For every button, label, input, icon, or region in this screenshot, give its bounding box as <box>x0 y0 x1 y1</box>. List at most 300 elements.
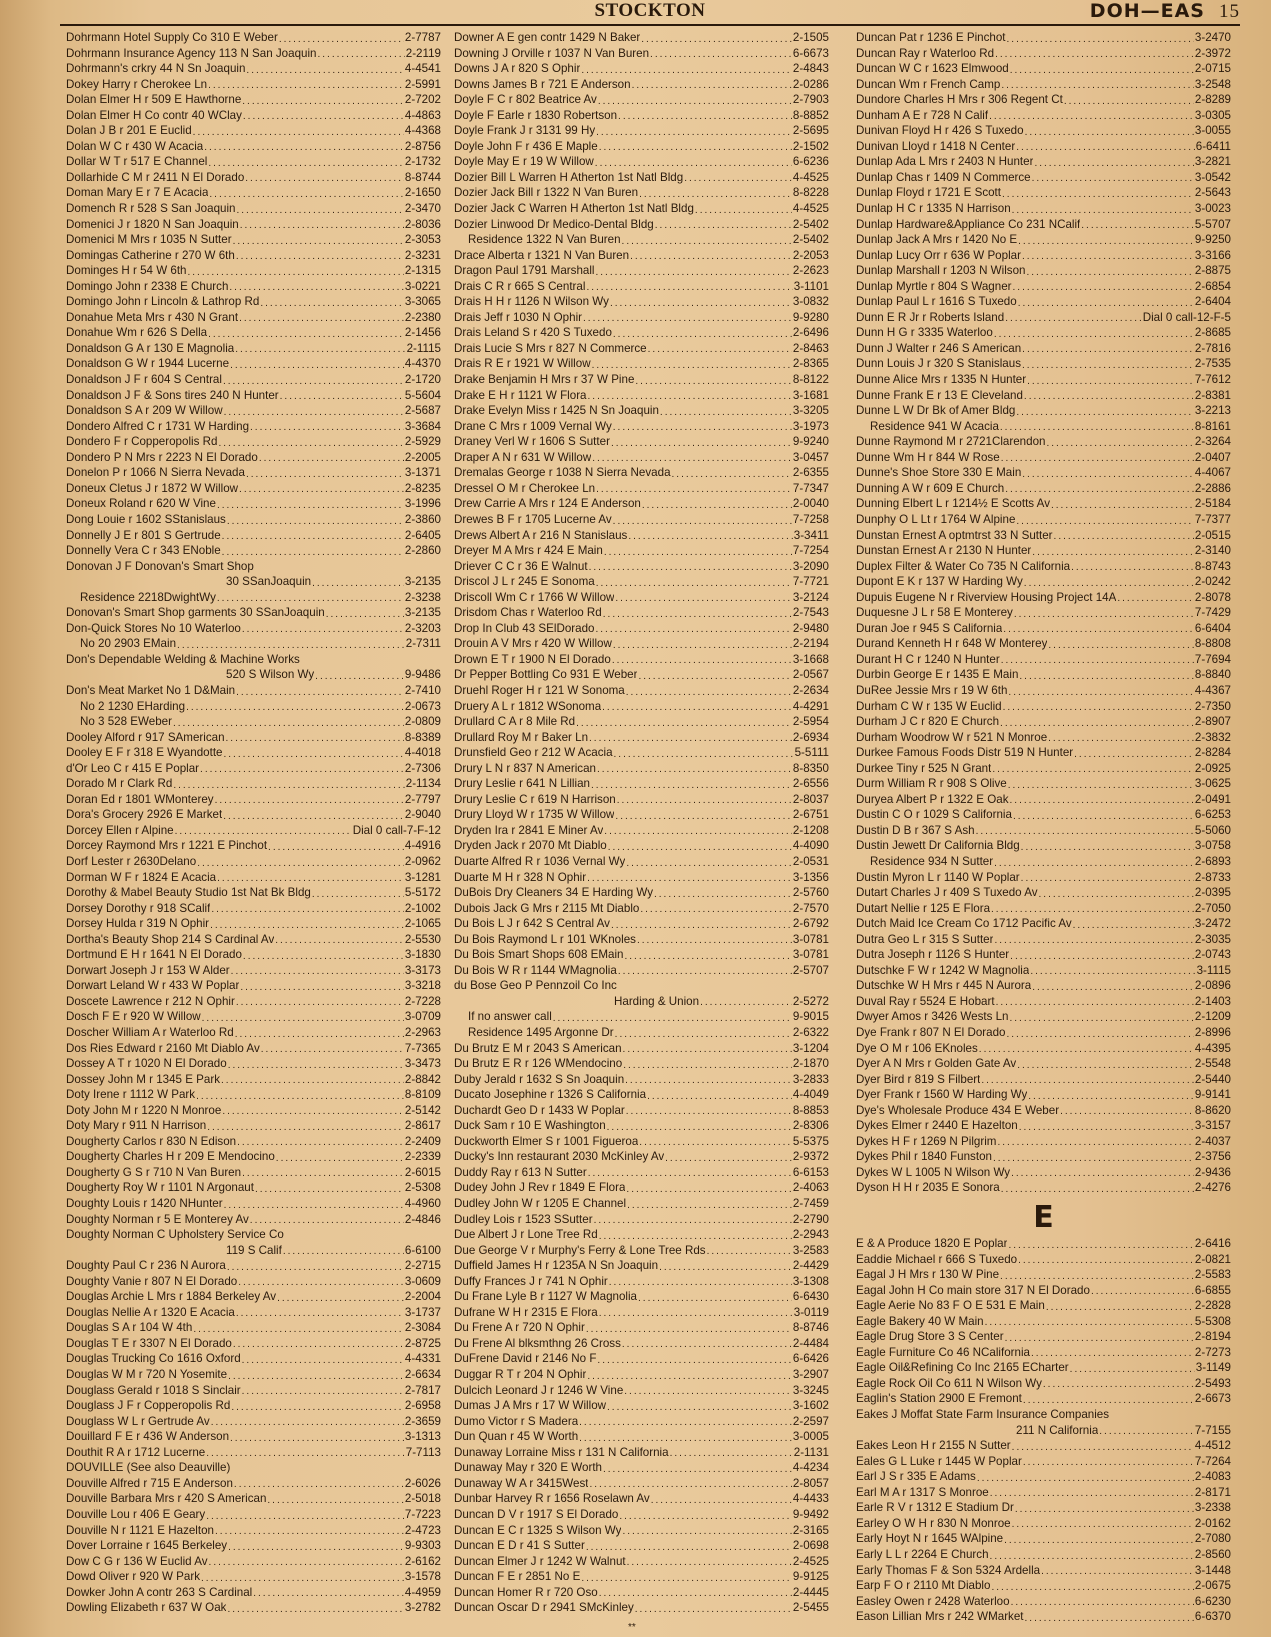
listing-name: Dozier Bill L Warren H Atherton 1st Natl Bldg <box>454 170 684 184</box>
listing-phone: 3-0457 <box>792 450 829 464</box>
listing-phone: 4-4525 <box>792 202 829 216</box>
leader-dots <box>659 1258 792 1274</box>
leader-dots <box>217 590 404 606</box>
listing-phone: 2-8907 <box>1194 715 1231 729</box>
listing-phone: 7-7721 <box>792 575 829 589</box>
leader-dots <box>647 1087 792 1103</box>
listing-entry <box>856 1087 1231 1103</box>
leader-dots <box>193 123 404 139</box>
listing-name: Drisdom Chas r Waterloo Rd <box>454 606 602 620</box>
listing-phone: 2-6556 <box>792 777 829 791</box>
listing-phone: 2-8284 <box>1194 746 1231 760</box>
listing-name: Douillard F E r 436 W Anderson <box>66 1430 230 1444</box>
listing-entry <box>856 1314 1231 1330</box>
listing-phone: 2-0925 <box>1194 761 1231 775</box>
listing-name: Doneux Roland r 620 W Vine <box>66 497 216 511</box>
leader-dots <box>619 1507 792 1523</box>
listing-entry <box>66 994 441 1010</box>
leader-dots <box>243 108 404 124</box>
listing-name: Dunne Alice Mrs r 1335 N Hunter <box>856 373 1027 387</box>
listing-entry <box>856 854 1231 870</box>
listing-phone: 2-8289 <box>1194 93 1231 107</box>
listing-name: Duncan Ray r Waterloo Rd <box>856 46 995 60</box>
listing-phone: 2-6404 <box>1194 295 1231 309</box>
listing-entry <box>856 1516 1231 1532</box>
listing-name: Dorcey Ellen r Alpine <box>66 823 174 837</box>
listing-phone: 5-5060 <box>1194 823 1231 837</box>
listing-entry <box>454 232 829 248</box>
listing-entry <box>66 154 441 170</box>
listing-name: Dorsey Dorothy r 918 SCalif <box>66 901 211 915</box>
listing-phone: 3-1356 <box>792 870 829 884</box>
leader-dots <box>596 123 792 139</box>
listing-entry <box>66 450 441 466</box>
listing-phone: 2-1002 <box>404 901 441 915</box>
listing-phone: 2-3756 <box>1194 1150 1231 1164</box>
listing-entry <box>66 294 441 310</box>
listing-name: Dortmund E H r 1641 N El Dorado <box>66 948 242 962</box>
listing-phone: 2-7080 <box>1194 1532 1231 1546</box>
listing-entry <box>66 1367 441 1383</box>
listing-name: Dustin Myron L r 1140 W Poplar <box>856 870 1020 884</box>
leader-dots <box>1015 1500 1194 1516</box>
listing-phone: 2-3264 <box>1194 435 1231 449</box>
listing-name: Dunlap Lucy Orr r 636 W Poplar <box>856 248 1021 262</box>
leader-dots <box>173 776 404 792</box>
listing-entry <box>66 248 441 264</box>
listing-name: Dorado M r Clark Rd <box>66 777 173 791</box>
listing-entry <box>454 1227 829 1243</box>
listing-phone: 2-8036 <box>404 217 441 231</box>
leader-dots <box>275 932 404 948</box>
listing-name: Donaldson G W r 1944 Lucerne <box>66 357 230 371</box>
listing-phone: 2-3165 <box>792 1523 829 1537</box>
listing-entry <box>856 574 1231 590</box>
listing-entry <box>454 403 829 419</box>
leader-dots <box>276 1149 404 1165</box>
listing-phone: 2-7228 <box>404 994 441 1008</box>
listing-phone: 2-6355 <box>792 466 829 480</box>
listing-phone: 8-8109 <box>404 1088 441 1102</box>
listing-name: Dustin Jewett Dr California Bldg <box>856 839 1020 853</box>
leader-dots <box>177 636 405 652</box>
listing-name: Dulcich Leonard J r 1246 W Vine <box>454 1383 624 1397</box>
listing-entry <box>66 1258 441 1274</box>
listing-phone: 7-7365 <box>404 1041 441 1055</box>
listing-name: Dragon Paul 1791 Marshall <box>454 264 595 278</box>
listing-name: Dondero P N Mrs r 2223 N El Dorado <box>66 450 258 464</box>
leader-dots <box>587 870 792 886</box>
listing-entry <box>66 652 441 668</box>
listing-entry <box>66 1445 441 1461</box>
listing-name: Durham J C r 820 E Church <box>856 715 1000 729</box>
listing-entry <box>66 1041 441 1057</box>
leader-dots <box>236 994 404 1010</box>
listing-name: Dutra Joseph r 1126 S Hunter <box>856 948 1010 962</box>
listing-name: Residence 934 N Sutter <box>870 854 994 868</box>
listing-entry <box>856 1609 1231 1625</box>
listing-entry <box>454 356 829 372</box>
listing-phone: 3-2472 <box>1194 917 1231 931</box>
listing-entry <box>66 279 441 295</box>
listing-entry <box>856 248 1231 264</box>
leader-dots <box>622 232 792 248</box>
listing-name: Dora's Grocery 2926 E Market <box>66 808 223 822</box>
listing-name: Donaldson J F & Sons tires 240 N Hunter <box>66 388 279 402</box>
listing-entry <box>66 232 441 248</box>
listing-name: Eagle Furniture Co 46 NCalifornia <box>856 1345 1030 1359</box>
listing-phone: 3-0758 <box>1194 839 1231 853</box>
listing-phone: 2-4063 <box>792 1181 829 1195</box>
leader-dots <box>280 388 404 404</box>
leader-dots <box>587 1367 792 1383</box>
listing-entry <box>66 403 441 419</box>
listing-name: Douglass J F r Copperopolis Rd <box>66 1399 231 1413</box>
listing-name: Druery A L r 1812 WSonoma <box>454 699 602 713</box>
leader-dots <box>604 823 792 839</box>
leader-dots <box>1025 1609 1194 1625</box>
listing-phone: 4-4331 <box>404 1352 441 1366</box>
listing-name: Dutschke W H Mrs r 445 N Aurora <box>856 979 1032 993</box>
listing-name: Dudey John J Rev r 1849 E Flora <box>454 1181 626 1195</box>
leader-dots <box>638 667 791 683</box>
leader-dots <box>1007 1025 1194 1041</box>
listing-entry <box>856 154 1231 170</box>
listing-name: Drury Lloyd W r 1735 W Willow <box>454 808 615 822</box>
listing-phone: 2-7787 <box>404 31 441 44</box>
listing-name: Drais H H r 1126 N Wilson Wy <box>454 295 609 309</box>
leader-dots <box>250 419 404 435</box>
listing-name: Durbin George E r 1435 E Main <box>856 668 1019 682</box>
listing-name: Dryden Jack r 2070 Mt Diablo <box>454 839 607 853</box>
leader-dots <box>208 325 404 341</box>
listing-name: Doughty Norman r 5 E Monterey Av <box>66 1212 249 1226</box>
listing-phone: 2-4276 <box>1194 1181 1231 1195</box>
page-range-header <box>1090 0 1240 23</box>
listing-name: Dunphy O L Lt r 1764 W Alpine <box>856 512 1016 526</box>
listing-name: du Bose Geo P Pennzoil Co Inc <box>454 979 617 993</box>
listing-name: Doyle F C r 802 Beatrice Av <box>454 93 597 107</box>
leader-dots <box>1001 652 1194 668</box>
listing-phone: 2-0567 <box>792 668 829 682</box>
listing-entry <box>856 139 1231 155</box>
listing-phone: 4-4018 <box>404 746 441 760</box>
listing-phone: 2-5308 <box>404 1181 441 1195</box>
listing-entry <box>454 139 829 155</box>
listing-name: Doyle Frank J r 3131 99 Hy <box>454 124 596 138</box>
listing-name: Du Frane Lyle B r 1127 W Magnolia <box>454 1290 638 1304</box>
listing-entry <box>856 994 1231 1010</box>
listing-phone: 3-3473 <box>404 1057 441 1071</box>
listing-phone: 3-1973 <box>792 419 829 433</box>
listing-entry <box>856 1236 1231 1252</box>
leader-dots <box>233 1336 404 1352</box>
listing-phone: 3-3218 <box>404 979 441 993</box>
listing-phone: 2-7459 <box>792 1197 829 1211</box>
leader-dots <box>589 1476 791 1492</box>
listing-phone: 2-5530 <box>404 932 441 946</box>
leader-dots <box>625 1072 792 1088</box>
listing-column-3 <box>856 30 1231 1625</box>
listing-entry <box>66 776 441 792</box>
listing-phone: 2-5402 <box>792 233 829 247</box>
listing-phone: 2-6162 <box>404 1554 441 1568</box>
listing-entry <box>856 590 1231 606</box>
leader-dots <box>197 854 404 870</box>
listing-name: Doughty Vanie r 807 N El Dorado <box>66 1274 238 1288</box>
listing-phone: 3-1313 <box>404 1430 441 1444</box>
listing-entry <box>454 636 829 652</box>
listing-phone: 3-2583 <box>792 1243 829 1257</box>
listing-entry <box>856 310 1231 326</box>
listing-entry <box>454 1398 829 1414</box>
listing-entry <box>454 294 829 310</box>
leader-dots <box>635 1600 792 1616</box>
leader-dots <box>592 356 792 372</box>
leader-dots <box>1026 263 1193 279</box>
listing-phone: 2-2597 <box>792 1414 829 1428</box>
leader-dots <box>993 1149 1194 1165</box>
listing-phone: 4-4916 <box>404 839 441 853</box>
listing-entry <box>856 1469 1231 1485</box>
listing-entry <box>856 761 1231 777</box>
leader-dots <box>1010 792 1194 808</box>
leader-dots <box>209 1554 404 1570</box>
listing-name: Dunn Louis J r 320 S Stanislaus <box>856 357 1021 371</box>
listing-entry <box>66 1134 441 1150</box>
listing-phone: 2-0821 <box>1194 1252 1231 1266</box>
listing-name: Duryea Albert P r 1322 E Oak <box>856 792 1009 806</box>
listing-entry <box>66 1383 441 1399</box>
listing-entry <box>454 310 829 326</box>
listing-entry <box>66 1476 441 1492</box>
listing-name: Durm William R r 908 S Olive <box>856 777 1007 791</box>
listing-phone: 3-2135 <box>404 575 441 589</box>
leader-dots <box>639 1134 792 1150</box>
listing-entry <box>856 356 1231 372</box>
listing-name: Duby Jerald r 1632 S Sn Joaquin <box>454 1072 625 1086</box>
listing-phone: 7-7377 <box>1194 512 1231 526</box>
leader-dots <box>655 217 792 233</box>
leader-dots <box>603 1460 792 1476</box>
listing-name: Eagal John H Co main store 317 N El Dorado <box>856 1283 1090 1297</box>
listing-entry <box>66 92 441 108</box>
leader-dots <box>260 294 404 310</box>
leader-dots <box>672 465 792 481</box>
leader-dots <box>627 1196 792 1212</box>
listing-name: Donelon P r 1066 N Sierra Nevada <box>66 466 245 480</box>
listing-entry <box>856 1180 1231 1196</box>
listing-name: Driever C C r 36 E Walnut <box>454 559 588 573</box>
listing-entry <box>454 1025 829 1041</box>
leader-dots <box>586 279 792 295</box>
listing-name: Doty John M r 1220 N Monroe <box>66 1103 222 1117</box>
listing-name: Dunning A W r 609 E Church <box>856 481 1005 495</box>
listing-entry <box>856 745 1231 761</box>
listing-entry <box>454 885 829 901</box>
listing-entry <box>454 1476 829 1492</box>
listing-phone: 2-7273 <box>1194 1345 1231 1359</box>
listing-phone: 5-5707 <box>1194 217 1231 231</box>
listing-name: Du Frene A r 720 N Ophir <box>454 1321 585 1335</box>
listing-phone: 2-2119 <box>405 46 441 60</box>
listing-name: Dos Ries Edward r 2160 Mt Diablo Av <box>66 1041 260 1055</box>
listing-phone: 2-1502 <box>792 139 829 153</box>
listing-entry <box>66 621 441 637</box>
leader-dots <box>237 201 404 217</box>
listing-phone: 2-8365 <box>792 357 829 371</box>
listing-name: Dunlap Floyd r 1721 E Scott <box>856 186 1002 200</box>
listing-phone: 8-8852 <box>792 108 829 122</box>
listing-name: Dong Louie r 1602 SStanislaus <box>66 512 226 526</box>
listing-phone: 2-8725 <box>404 1336 441 1350</box>
listing-phone: 2-9480 <box>792 621 829 635</box>
listing-entry <box>856 232 1231 248</box>
listing-name: Dutart Charles J r 409 S Tuxedo Av <box>856 886 1038 900</box>
leader-dots <box>615 1025 792 1041</box>
leader-dots <box>579 1414 792 1430</box>
leader-dots <box>238 1274 404 1290</box>
listing-entry <box>856 1165 1231 1181</box>
listing-phone: 6-6430 <box>792 1290 829 1304</box>
listing-phone: 4-4863 <box>404 108 441 122</box>
listing-phone: 4-4512 <box>1194 1439 1231 1453</box>
listing-name: Duarte M H r 328 N Ophir <box>454 870 587 884</box>
listing-name: No 20 2903 EMain <box>80 637 177 651</box>
leader-dots <box>1054 528 1194 544</box>
listing-phone: 7-7429 <box>1194 606 1231 620</box>
listing-name: Dorwart Leland W r 433 W Poplar <box>66 979 240 993</box>
leader-dots <box>267 1491 403 1507</box>
listing-entry <box>856 496 1231 512</box>
listing-phone: 3-3157 <box>1194 1119 1231 1133</box>
listing-entry <box>856 901 1231 917</box>
listing-name: Dolan Elmer H r 509 E Hawthorne <box>66 93 242 107</box>
listing-name: Du Bois W R r 1144 WMagnolia <box>454 963 617 977</box>
leader-dots <box>255 1180 404 1196</box>
leader-dots <box>1022 465 1194 481</box>
listing-entry <box>454 170 829 186</box>
listing-name: Due George V r Murphy's Ferry & Lone Tree Rds <box>454 1243 706 1257</box>
listing-entry <box>856 730 1231 746</box>
listing-entry <box>454 1056 829 1072</box>
listing-phone: 3-2782 <box>404 1601 441 1615</box>
listing-name: Dunlap Paul L r 1616 S Tuxedo <box>856 295 1017 309</box>
listing-name: Drury L N r 837 N American <box>454 761 596 775</box>
listing-name: Dondero Alfred C r 1731 W Harding <box>66 419 250 433</box>
listing-entry <box>66 1243 441 1259</box>
listing-entry <box>66 901 441 917</box>
listing-entry <box>66 1429 441 1445</box>
listing-entry <box>856 621 1231 637</box>
listing-phone: 3-1115 <box>1196 963 1231 977</box>
listing-name: Dressel O M r Cherokee Ln <box>454 481 596 495</box>
listing-name: Drouin A V Mrs r 420 W Willow <box>454 637 612 651</box>
listing-name: Dr Pepper Bottling Co 931 E Weber <box>454 668 638 682</box>
leader-dots <box>204 139 404 155</box>
leader-dots <box>1018 232 1194 248</box>
leader-dots <box>228 1538 404 1554</box>
listing-phone: 3-3065 <box>404 295 441 309</box>
listing-entry <box>66 1491 441 1507</box>
leader-dots <box>1024 388 1194 404</box>
listing-entry <box>66 543 441 559</box>
listing-entry <box>454 1041 829 1057</box>
leader-dots <box>1023 1391 1194 1407</box>
listing-entry <box>454 1491 829 1507</box>
listing-name: Dykes H F r 1269 N Pilgrim <box>856 1134 997 1148</box>
leader-dots <box>200 761 404 777</box>
listing-name: Eason Lillian Mrs r 242 WMarket <box>856 1610 1024 1624</box>
listing-name: Dorman W F r 1824 E Acacia <box>66 870 217 884</box>
listing-phone: 2-5493 <box>1194 1376 1231 1390</box>
listing-name: Dow C G r 136 W Euclid Av <box>66 1554 208 1568</box>
listing-name: Dustin C O r 1029 S California <box>856 808 1012 822</box>
listing-entry <box>454 450 829 466</box>
leader-dots <box>654 885 792 901</box>
leader-dots <box>1018 294 1194 310</box>
leader-dots <box>1000 714 1194 730</box>
listing-entry <box>454 714 829 730</box>
listing-name: Dreyer M A Mrs r 424 E Main <box>454 544 603 558</box>
leader-dots <box>1046 1298 1194 1314</box>
leader-dots <box>615 590 792 606</box>
leader-dots <box>206 1507 404 1523</box>
listing-entry <box>856 823 1231 839</box>
leader-dots <box>242 621 404 637</box>
listing-phone: 2-3470 <box>404 202 441 216</box>
listing-name: Duggar R T r 204 N Ophir <box>454 1368 587 1382</box>
listing-phone: 2-3203 <box>404 621 441 635</box>
listing-name: Dondero F r Copperopolis Rd <box>66 435 218 449</box>
listing-name: Dollarhide C M r 2411 N El Dorado <box>66 170 245 184</box>
leader-dots <box>206 1445 405 1461</box>
listing-entry <box>454 1165 829 1181</box>
listing-phone: 3-1101 <box>793 279 829 293</box>
leader-dots <box>610 294 792 310</box>
listing-phone: 2-6416 <box>1194 1237 1231 1251</box>
listing-phone: 2-5695 <box>792 124 829 138</box>
listing-entry <box>454 978 829 994</box>
leader-dots <box>229 279 403 295</box>
listing-entry <box>856 947 1231 963</box>
listing-entry <box>66 419 441 435</box>
leader-dots <box>1022 248 1194 264</box>
listing-name: Dunbar Harvey R r 1656 Roselawn Av <box>454 1492 650 1506</box>
listing-entry <box>454 1305 829 1321</box>
listing-entry <box>454 652 829 668</box>
listing-name: Dustin D B r 367 S Ash <box>856 823 975 837</box>
listing-name: Dunlap Jack A Mrs r 1420 No E <box>856 233 1018 247</box>
listing-entry <box>856 667 1231 683</box>
listing-phone: 5-5604 <box>404 388 441 402</box>
listing-name: Dover Lorraine r 1645 Berkeley <box>66 1539 228 1553</box>
listing-name: Driscol J L r 245 E Sonoma <box>454 575 595 589</box>
listing-phone: 5-5308 <box>1194 1314 1231 1328</box>
leader-dots <box>1048 636 1193 652</box>
listing-entry <box>66 528 441 544</box>
listing-entry <box>66 341 441 357</box>
listing-entry <box>856 1103 1231 1119</box>
leader-dots <box>1025 123 1194 139</box>
listing-phone: 7-7254 <box>792 544 829 558</box>
listing-name: Douglas Trucking Co 1616 Oxford <box>66 1352 241 1366</box>
listing-phone: 2-5954 <box>792 715 829 729</box>
listing-entry <box>454 761 829 777</box>
listing-name: Dougherty Carlos r 830 N Edison <box>66 1134 237 1148</box>
listing-phone: 4-4368 <box>404 124 441 138</box>
listing-name: Don's Dependable Welding & Machine Works <box>66 652 300 666</box>
